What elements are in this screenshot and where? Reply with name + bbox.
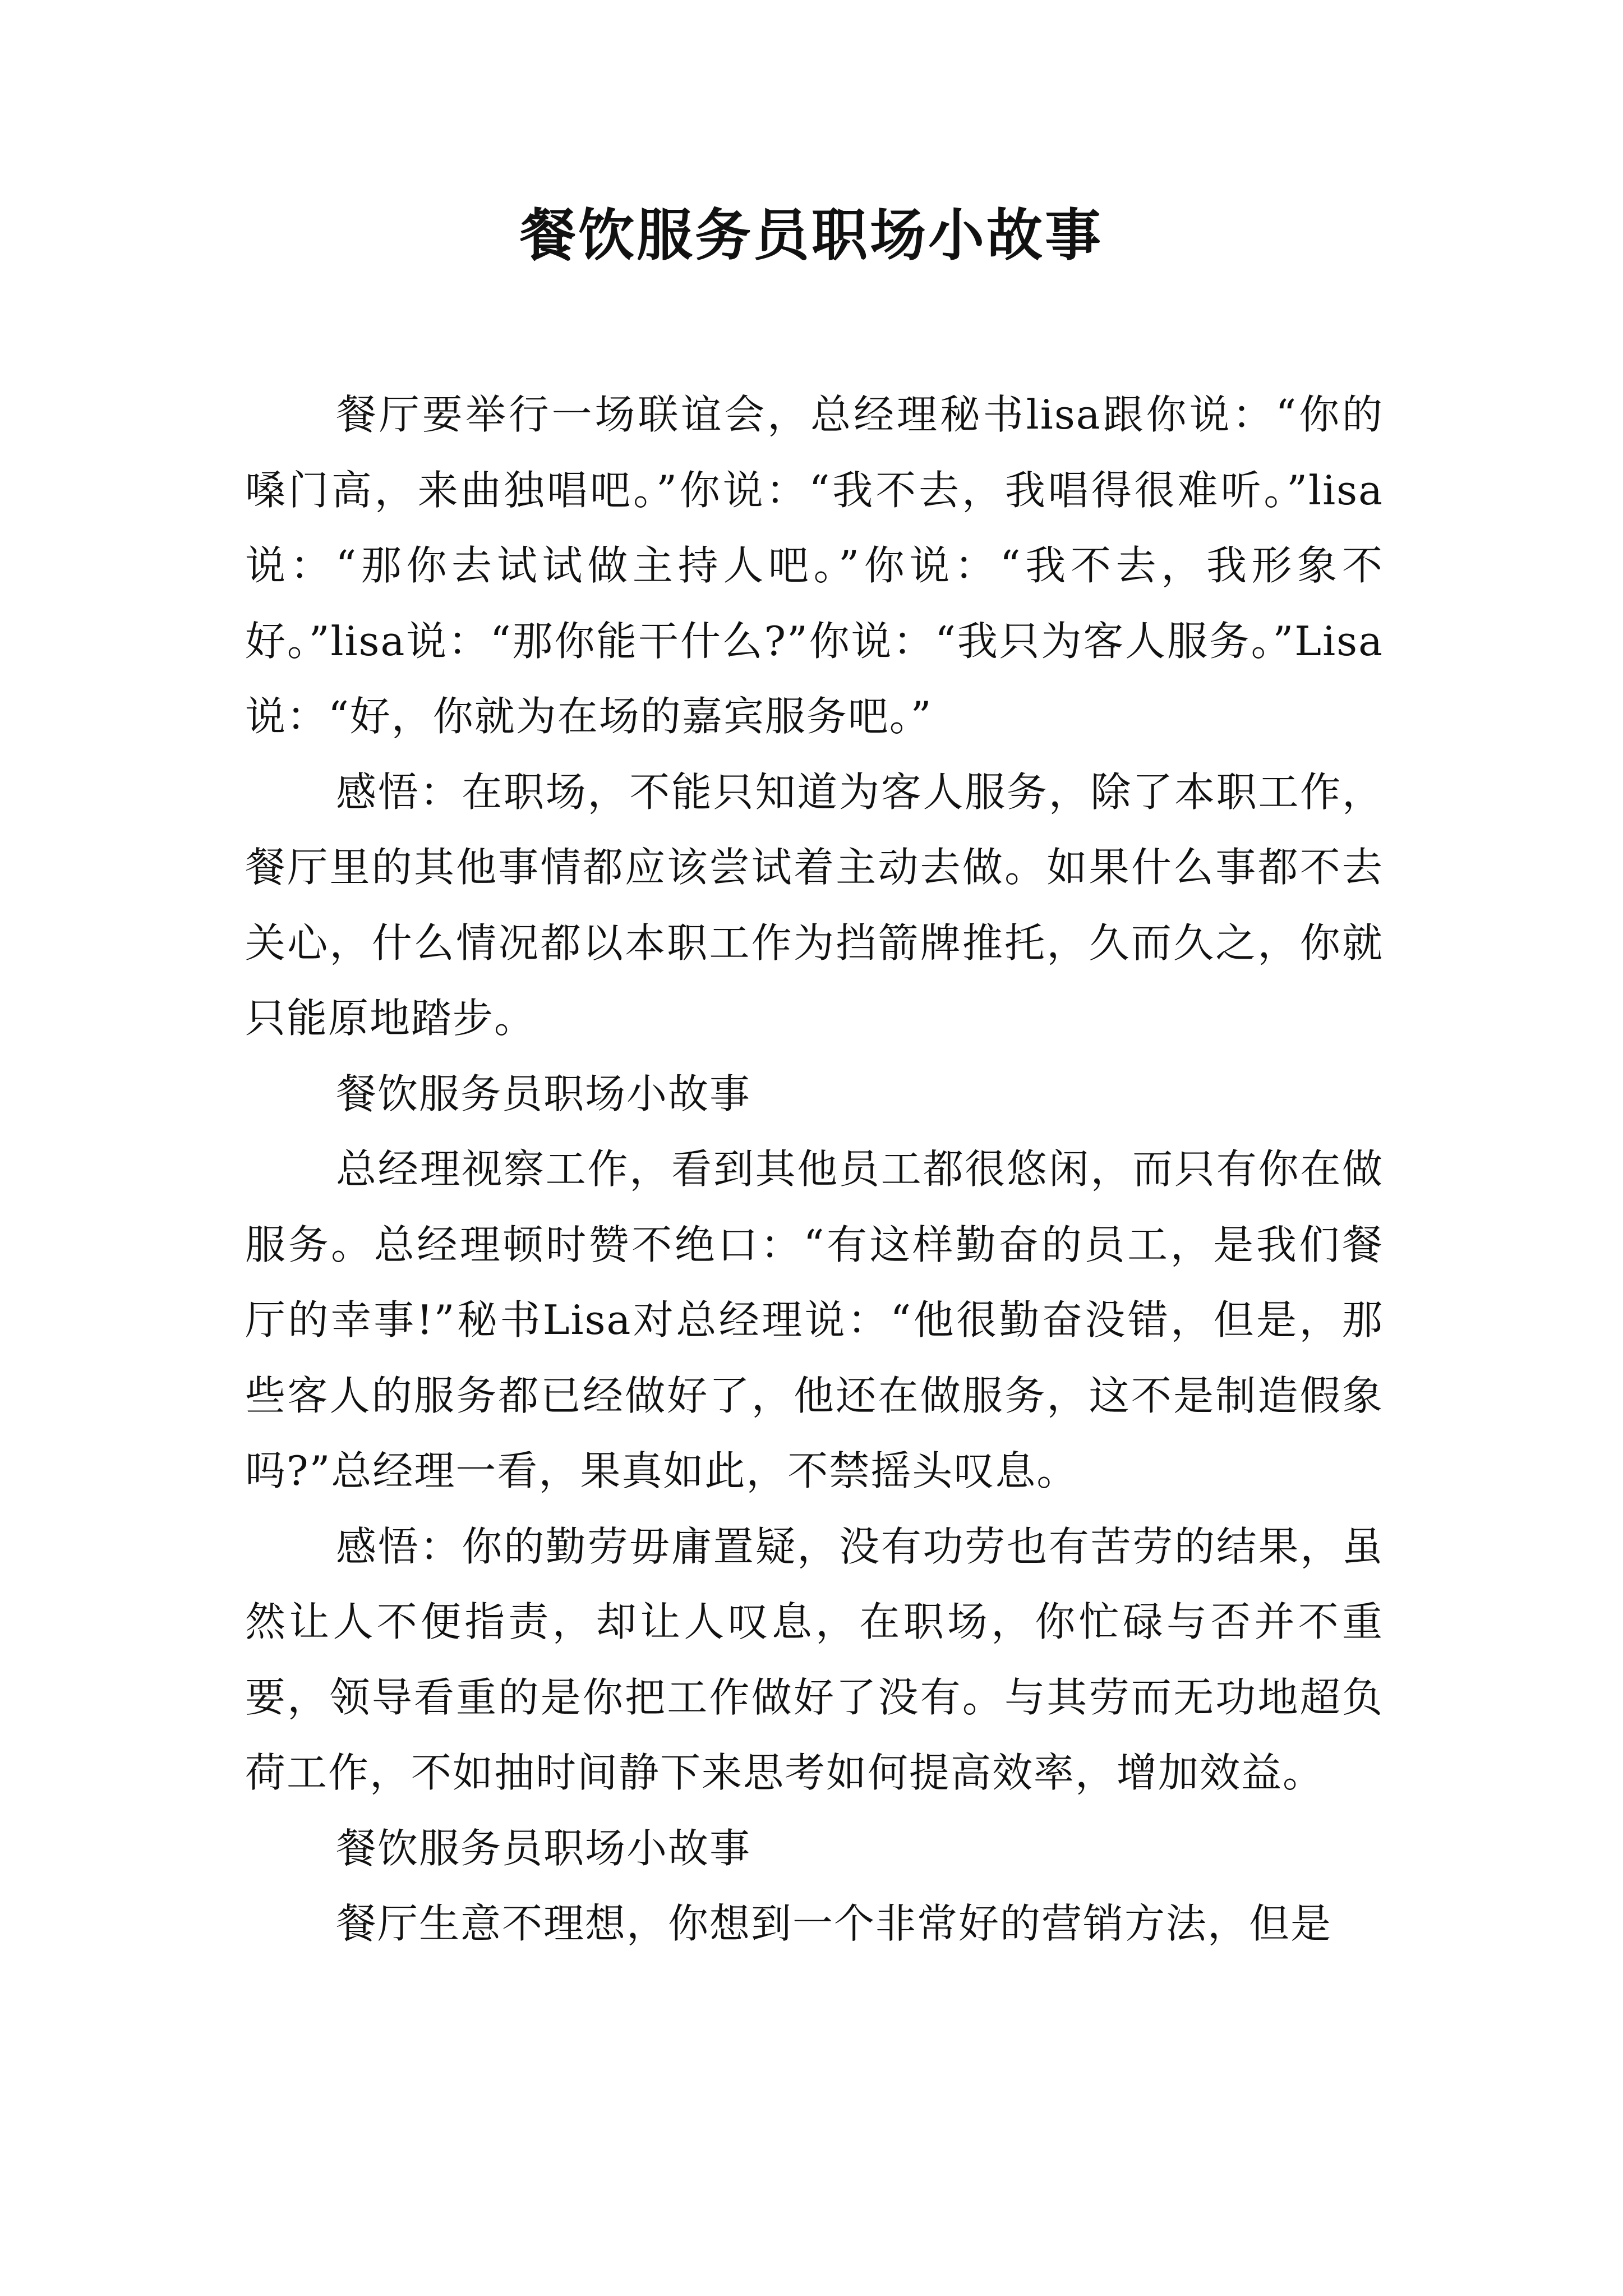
section-heading: 餐饮服务员职场小故事 (336, 1824, 751, 1872)
document-title: 餐饮服务员职场小故事 (520, 203, 1103, 268)
section-heading: 餐饮服务员职场小故事 (336, 1070, 751, 1117)
story-paragraph: 总经理视察工作，看到其他员工都很悠闲，而只有你在做服务。总经理顿时赞不绝口：“有这样勤奋的员工，是我们餐厅的幸事!”秘书Lisa对总经理说：“他很勤奋没错，但是，那些客人的服务都已经做好了，他还在做服务，这不是制造假象吗?”总经理一看，果真如此，不禁摇头叹息。 (245, 1145, 1384, 1494)
document-body (245, 377, 1384, 1962)
insight-paragraph: 感悟：在职场，不能只知道为客人服务，除了本职工作，餐厅里的其他事情都应该尝试着主动去做。如果什么事都不去关心，什么情况都以本职工作为挡箭牌推托，久而久之，你就只能原地踏步。 (245, 768, 1384, 1042)
insight-paragraph: 感悟：你的勤劳毋庸置疑，没有功劳也有苦劳的结果，虽然让人不便指责，却让人叹息，在职场，你忙碌与否并不重要，领导看重的是你把工作做好了没有。与其劳而无功地超负荷工作，不如抽时间静下来思考如何提高效率，增加效益。 (245, 1522, 1384, 1796)
story-paragraph: 餐厅要举行一场联谊会，总经理秘书lisa跟你说：“你的嗓门高，来曲独唱吧。”你说：“我不去，我唱得很难听。”lisa说：“那你去试试做主持人吧。”你说：“我不去，我形象不好。”lisa说：“那你能干什么?”你说：“我只为客人服务。”Lisa说：“好，你就为在场的嘉宾服务吧。” (245, 391, 1384, 740)
story-paragraph: 餐厅生意不理想，你想到一个非常好的营销方法，但是 (336, 1900, 1332, 1947)
